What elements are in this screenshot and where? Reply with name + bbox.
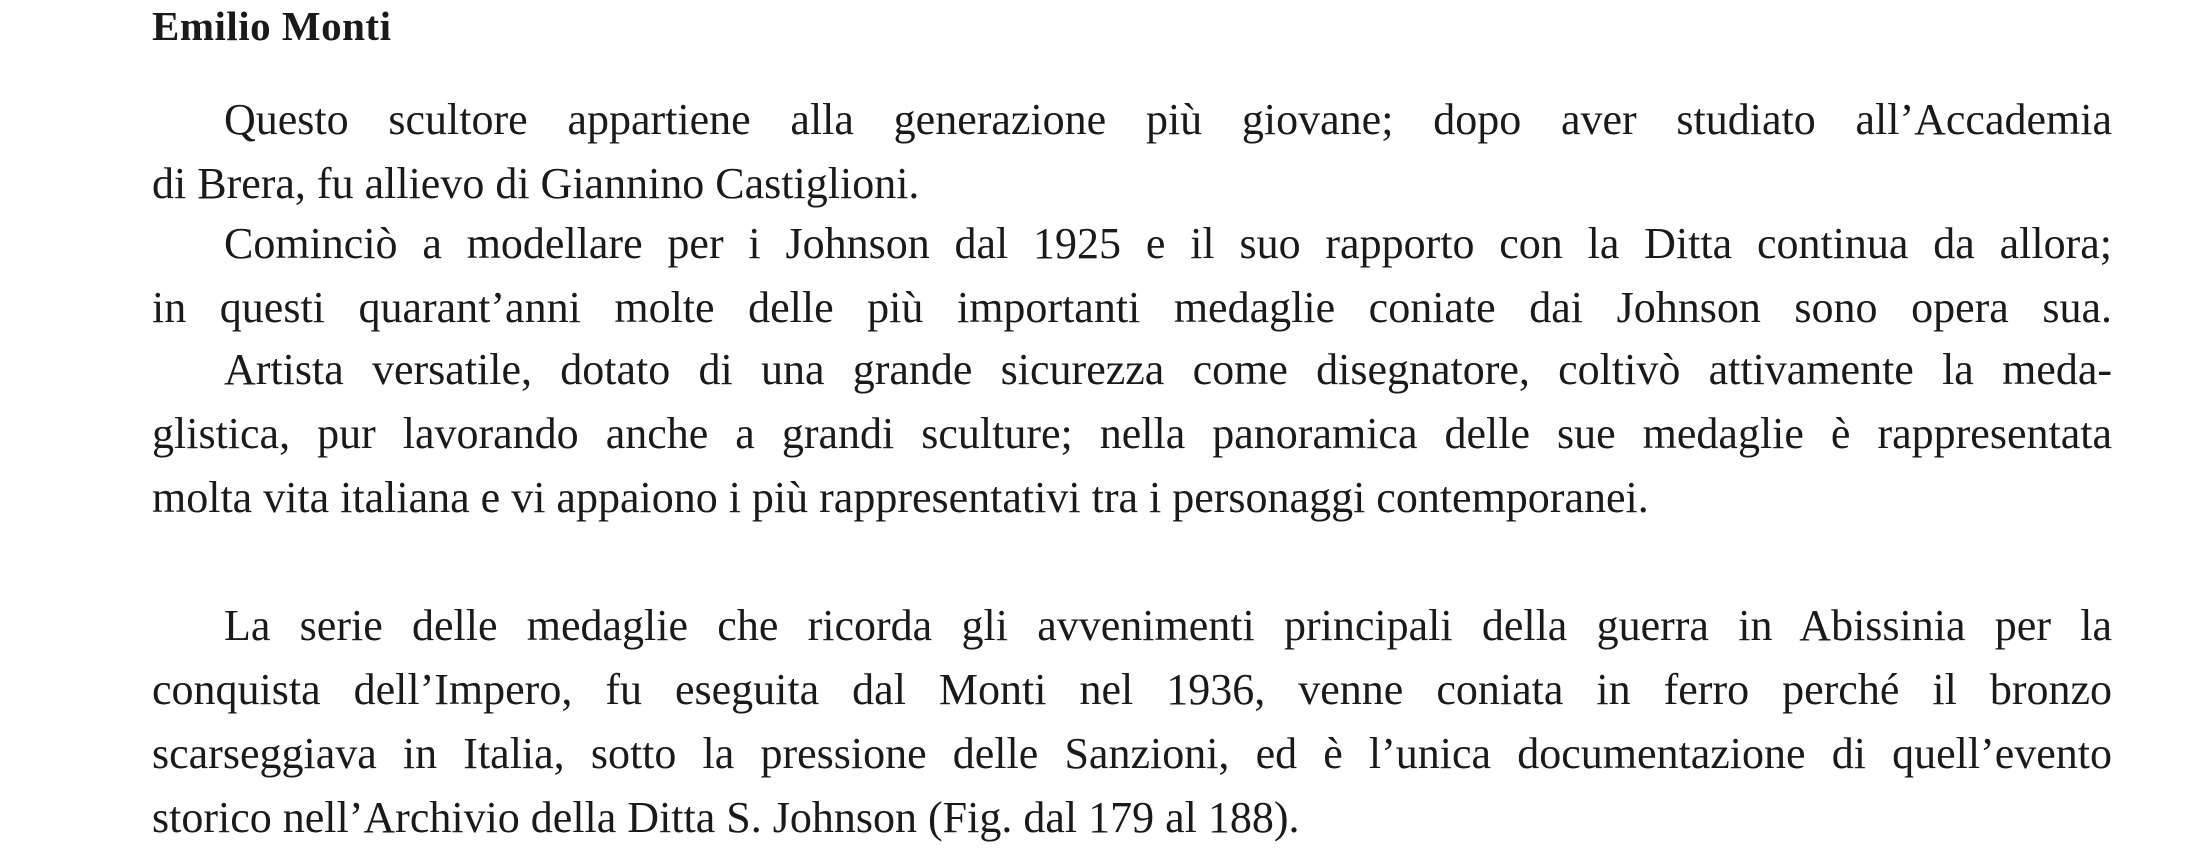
paragraph-line: storico nell’Archivio della Ditta S. Johnson (Fig. dal 179 al 188). (152, 793, 1300, 842)
section-heading: Emilio Monti (152, 3, 392, 49)
paragraph-3 (152, 338, 2112, 530)
paragraph-line: La serie delle medaglie che ricorda gli avvenimenti principali della guerra in Abissinia per la (224, 601, 2112, 650)
paragraph-line: Cominciò a modellare per i Johnson dal 1925 e il suo rapporto con la Ditta continua da allora; (224, 219, 2112, 268)
torn-line-mask (152, 528, 2112, 576)
paragraph-line: scarseggiava in Italia, sotto la pressione delle Sanzioni, ed è l’unica documentazione di quell’evento (152, 729, 2112, 778)
paragraph-line: molta vita italiana e vi appaiono i più rappresentativi tra i personaggi contemporanei. (152, 473, 1649, 522)
paragraph-2 (152, 212, 2112, 340)
paragraph-line: glistica, pur lavorando anche a grandi sculture; nella panoramica delle sue medaglie è rappresentata (152, 409, 2112, 458)
paragraph-4 (152, 594, 2112, 850)
paragraph-line: Questo scultore appartiene alla generazione più giovane; dopo aver studiato all’Accademia (224, 95, 2112, 144)
paragraph-line: Artista versatile, dotato di una grande sicurezza come disegnatore, coltivò attivamente la meda- (224, 345, 2112, 394)
paragraph-line: in questi quarant’anni molte delle più importanti medaglie coniate dai Johnson sono opera sua. (152, 283, 2112, 332)
paragraph-1 (152, 88, 2112, 216)
paragraph-line: di Brera, fu allievo di Giannino Castiglioni. (152, 159, 920, 208)
paragraph-line: conquista dell’Impero, fu eseguita dal Monti nel 1936, venne coniata in ferro perché il bronzo (152, 665, 2112, 714)
torn-illegible-line (152, 528, 2112, 576)
